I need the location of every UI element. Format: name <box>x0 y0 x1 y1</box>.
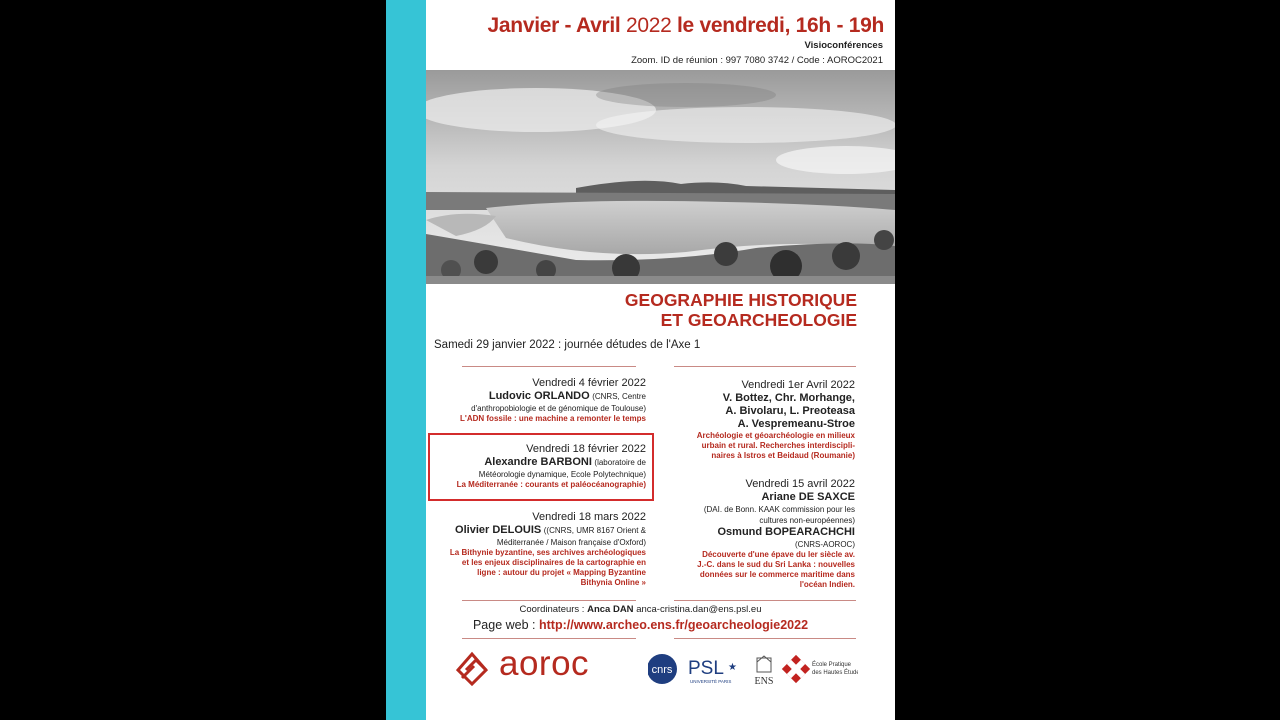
partner-logos <box>648 652 858 688</box>
talk-topic: La Bithynie byzantine, ses archives archéologiques <box>449 548 646 557</box>
talk-topic: urbain et rural. Recherches interdiscipli- <box>701 441 855 450</box>
web-label: Page web : <box>472 618 536 632</box>
talk-topic: Bithynia Online » <box>580 578 646 587</box>
event-1er-avril <box>656 378 855 461</box>
event-15-avril <box>656 477 855 590</box>
web-link[interactable]: http://www.archeo.ens.fr/geoarcheologie2022 <box>538 618 809 632</box>
talk-topic: ligne : autour du projet « Mapping Byzantine <box>477 568 646 577</box>
title-line-1: GEOGRAPHIE HISTORIQUE <box>624 290 857 310</box>
separator-line <box>674 638 856 639</box>
separator-line <box>462 600 636 601</box>
event-18-fevrier <box>426 442 646 490</box>
dates-suffix: le vendredi, 16h - 19h <box>677 14 884 37</box>
talk-topic: naires à Istros et Beidaud (Roumanie) <box>711 451 855 460</box>
dates-prefix: Janvier - Avril <box>487 14 621 37</box>
talk-topic: Archéologie et géoarchéologie en milieux <box>696 431 855 440</box>
speaker-affiliation: Météorologie dynamique, Ecole Polytechnique) <box>478 470 646 479</box>
web-line <box>386 618 895 632</box>
event-date: Vendredi 18 février 2022 <box>526 443 646 455</box>
speaker-affiliation: (DAI. de Bonn. KAAK commission pour les <box>703 505 855 514</box>
talk-topic: La Méditerranée : courants et paléocéanographie) <box>456 480 646 489</box>
coord-email[interactable]: anca-cristina.dan@ens.psl.eu <box>636 604 762 615</box>
aoroc-emblem-icon <box>452 648 496 688</box>
speaker-name: Ariane DE SAXCE <box>761 491 855 503</box>
poster-title <box>486 290 857 330</box>
event-poster <box>386 0 895 720</box>
speaker-affiliation: Méditerranée / Maison française d'Oxford) <box>496 538 646 547</box>
title-line-2: ET GEOARCHEOLOGIE <box>660 310 857 330</box>
event-4-fevrier <box>426 376 646 424</box>
talk-topic: L'ADN fossile : une machine a remonter le temps <box>460 414 646 423</box>
aoroc-logo <box>452 644 602 690</box>
speaker-affiliation: (CNRS-AOROC) <box>795 540 855 549</box>
speaker-name: Ludovic ORLANDO <box>488 390 590 402</box>
speaker-affiliation: (CNRS, Centre <box>592 392 646 401</box>
separator-line <box>674 366 856 367</box>
psl-text: PSL <box>688 658 724 679</box>
ephe-text-2: des Hautes Études <box>812 670 858 676</box>
talk-topic: l'océan Indien. <box>799 580 855 589</box>
speaker-affiliation: d'anthropobiologie et de génomique de Toulouse) <box>471 404 646 413</box>
ens-text: ENS <box>754 676 774 687</box>
talk-topic: Découverte d'une épave du Ier siècle av. <box>702 550 855 559</box>
separator-line <box>674 600 856 601</box>
header-dates <box>464 14 884 38</box>
speaker-name: V. Bottez, Chr. Morhange, <box>722 392 855 404</box>
event-date: Vendredi 1er Avril 2022 <box>741 379 855 391</box>
coordinators-line <box>386 604 895 615</box>
psl-star-icon: ★ <box>728 662 737 673</box>
separator-line <box>462 638 636 639</box>
separator-line <box>462 366 636 367</box>
zoom-info: Zoom. ID de réunion : 997 7080 3742 / Code : AOROC2021 <box>631 55 883 66</box>
event-date: Vendredi 18 mars 2022 <box>532 511 646 523</box>
landscape-photo <box>426 70 895 284</box>
talk-topic: données sur le commerce maritime dans <box>699 570 855 579</box>
cnrs-text: cnrs <box>651 664 673 676</box>
event-date: Vendredi 4 février 2022 <box>532 377 646 389</box>
speaker-name: A. Vespremeanu-Stroe <box>737 418 855 430</box>
speaker-affiliation: ((CNRS, UMR 8167 Orient & <box>543 526 646 535</box>
speaker-affiliation: cultures non-européennes) <box>759 516 855 525</box>
speaker-name: Alexandre BARBONI <box>484 456 592 468</box>
speaker-affiliation: (laboratoire de <box>594 458 646 467</box>
speaker-name: Olivier DELOUIS <box>455 524 542 536</box>
format-label: Visioconférences <box>804 40 883 51</box>
ephe-text-1: École Pratique <box>812 662 852 668</box>
event-date: Vendredi 15 avril 2022 <box>745 478 855 490</box>
speaker-name: A. Bivolaru, L. Preoteasa <box>725 405 855 417</box>
intro-line: Samedi 29 janvier 2022 : journée détudes de l'Axe 1 <box>434 339 701 351</box>
talk-topic: J.-C. dans le sud du Sri Lanka : nouvelles <box>697 560 855 569</box>
aoroc-wordmark: aoroc <box>499 644 590 683</box>
coord-label: Coordinateurs : <box>519 604 585 615</box>
psl-subtitle: UNIVERSITÉ PARIS <box>690 679 732 684</box>
speaker-name: Osmund BOPEARACHCHI <box>717 526 855 538</box>
event-18-mars <box>426 510 646 588</box>
talk-topic: et les enjeux disciplinaires de la cartographie en <box>461 558 646 567</box>
dates-year: 2022 <box>625 14 672 37</box>
coord-name: Anca DAN <box>587 604 634 615</box>
ephe-emblem-icon <box>782 655 810 683</box>
